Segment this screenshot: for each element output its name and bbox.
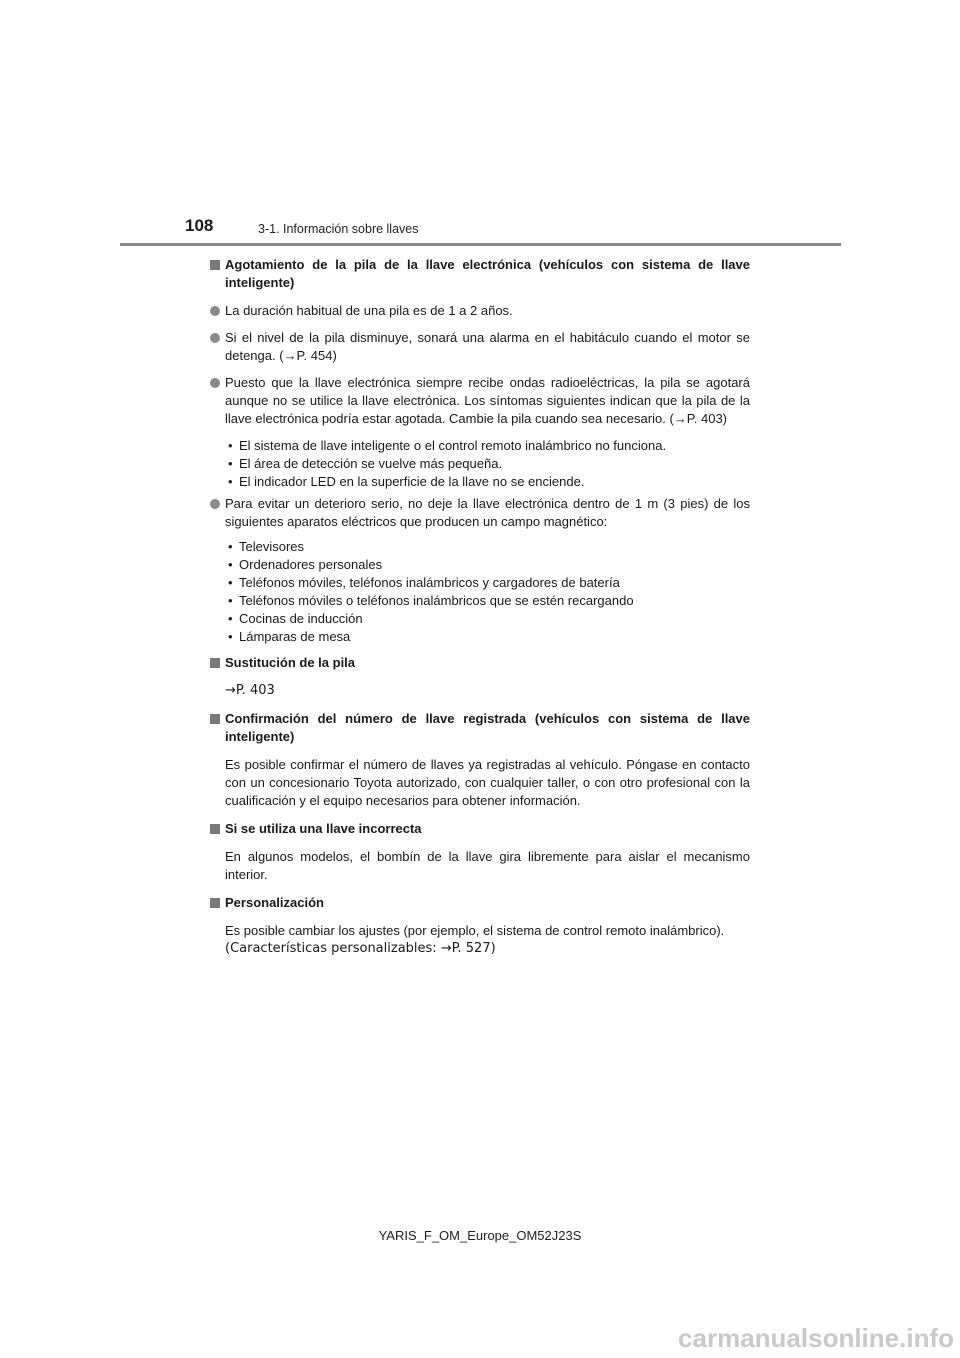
section-body [210,922,750,958]
watermark: carmanualsonline.info [678,1323,954,1353]
section-heading-battery-depletion [210,256,750,292]
sub-list-item: • El sistema de llave inteligente o el control remoto inalámbrico no funciona. [225,437,750,455]
item-text: Para evitar un deterioro serio, no deje la llave electrónica dentro de 1 m (3 pies) de los siguientes aparatos eléctricos que producen un campo magnético: [225,496,750,529]
section-title: Personalización [225,895,324,910]
body-line: (Características personalizables: →P. 527) [225,941,496,956]
item-text: Si el nivel de la pila disminuye, sonará una alarma en el habitáculo cuando el motor se detenga. (→P. 454) [225,330,750,363]
list-item [210,302,750,320]
circle-bullet-icon [210,378,220,388]
sub-list-item: • Televisores [225,538,750,556]
devices-list [210,538,750,646]
section-title: Sustitución de la pila [225,655,356,670]
section-body: En algunos modelos, el bombín de la llave gira libremente para aislar el mecanismo interior. [225,849,750,882]
section-heading-wrong-key [210,820,750,838]
square-bullet-icon [210,714,220,724]
circle-bullet-icon [210,499,220,509]
list-item [210,329,750,365]
chapter-title: 3-1. Información sobre llaves [258,222,419,236]
document-code: YARIS_F_OM_Europe_OM52J23S [378,1228,582,1243]
section-title: Si se utiliza una llave incorrecta [225,821,422,836]
page-number: 108 [185,216,214,235]
symptoms-list [210,437,750,491]
section-body: Es posible confirmar el número de llaves ya registradas al vehículo. Póngase en contacto con un concesionario Toyota autorizado, con cualquier taller, o con otro profesional con la cualificación y el equipo necesarios para obtener información. [225,757,750,808]
item-text: La duración habitual de una pila es de 1 a 2 años. [225,303,513,318]
square-bullet-icon [210,260,220,270]
page-header [0,0,960,250]
sub-list-item: • Cocinas de inducción [225,610,750,628]
body-line: Es posible cambiar los ajustes (por ejemplo, el sistema de control remoto inalámbrico). [225,923,725,938]
sub-list-item: • El indicador LED en la superficie de la llave no se enciende. [225,473,750,491]
square-bullet-icon [210,658,220,668]
square-bullet-icon [210,898,220,908]
list-item [210,374,750,428]
page-content [210,256,750,958]
sub-list-item: • El área de detección se vuelve más pequeña. [225,455,750,473]
header-divider [120,243,841,246]
circle-bullet-icon [210,306,220,316]
item-text: Puesto que la llave electrónica siempre recibe ondas radioeléctricas, la pila se agotará aunque no se utilice la llave electrónica. Los síntomas siguientes indican que la pila de la llave electrónica podría estar agotada. Cambie la pila cuando sea necesario. (→P. 403) [225,375,750,426]
sub-list-item: • Teléfonos móviles, teléfonos inalámbricos y cargadores de batería [225,574,750,592]
sub-list-item: • Teléfonos móviles o teléfonos inalámbricos que se estén recargando [225,592,750,610]
page-reference: →P. 403 [225,683,275,698]
sub-list-item: • Lámparas de mesa [225,628,750,646]
section-title: Agotamiento de la pila de la llave electrónica (vehículos con sistema de llave inteligente) [225,257,750,290]
section-heading-customization [210,894,750,912]
section-heading-registered-keys [210,710,750,746]
section-heading-battery-replacement [210,654,750,672]
section-title: Confirmación del número de llave registrada (vehículos con sistema de llave inteligente) [225,711,750,744]
circle-bullet-icon [210,333,220,343]
sub-list-item: • Ordenadores personales [225,556,750,574]
list-item [210,495,750,531]
square-bullet-icon [210,824,220,834]
